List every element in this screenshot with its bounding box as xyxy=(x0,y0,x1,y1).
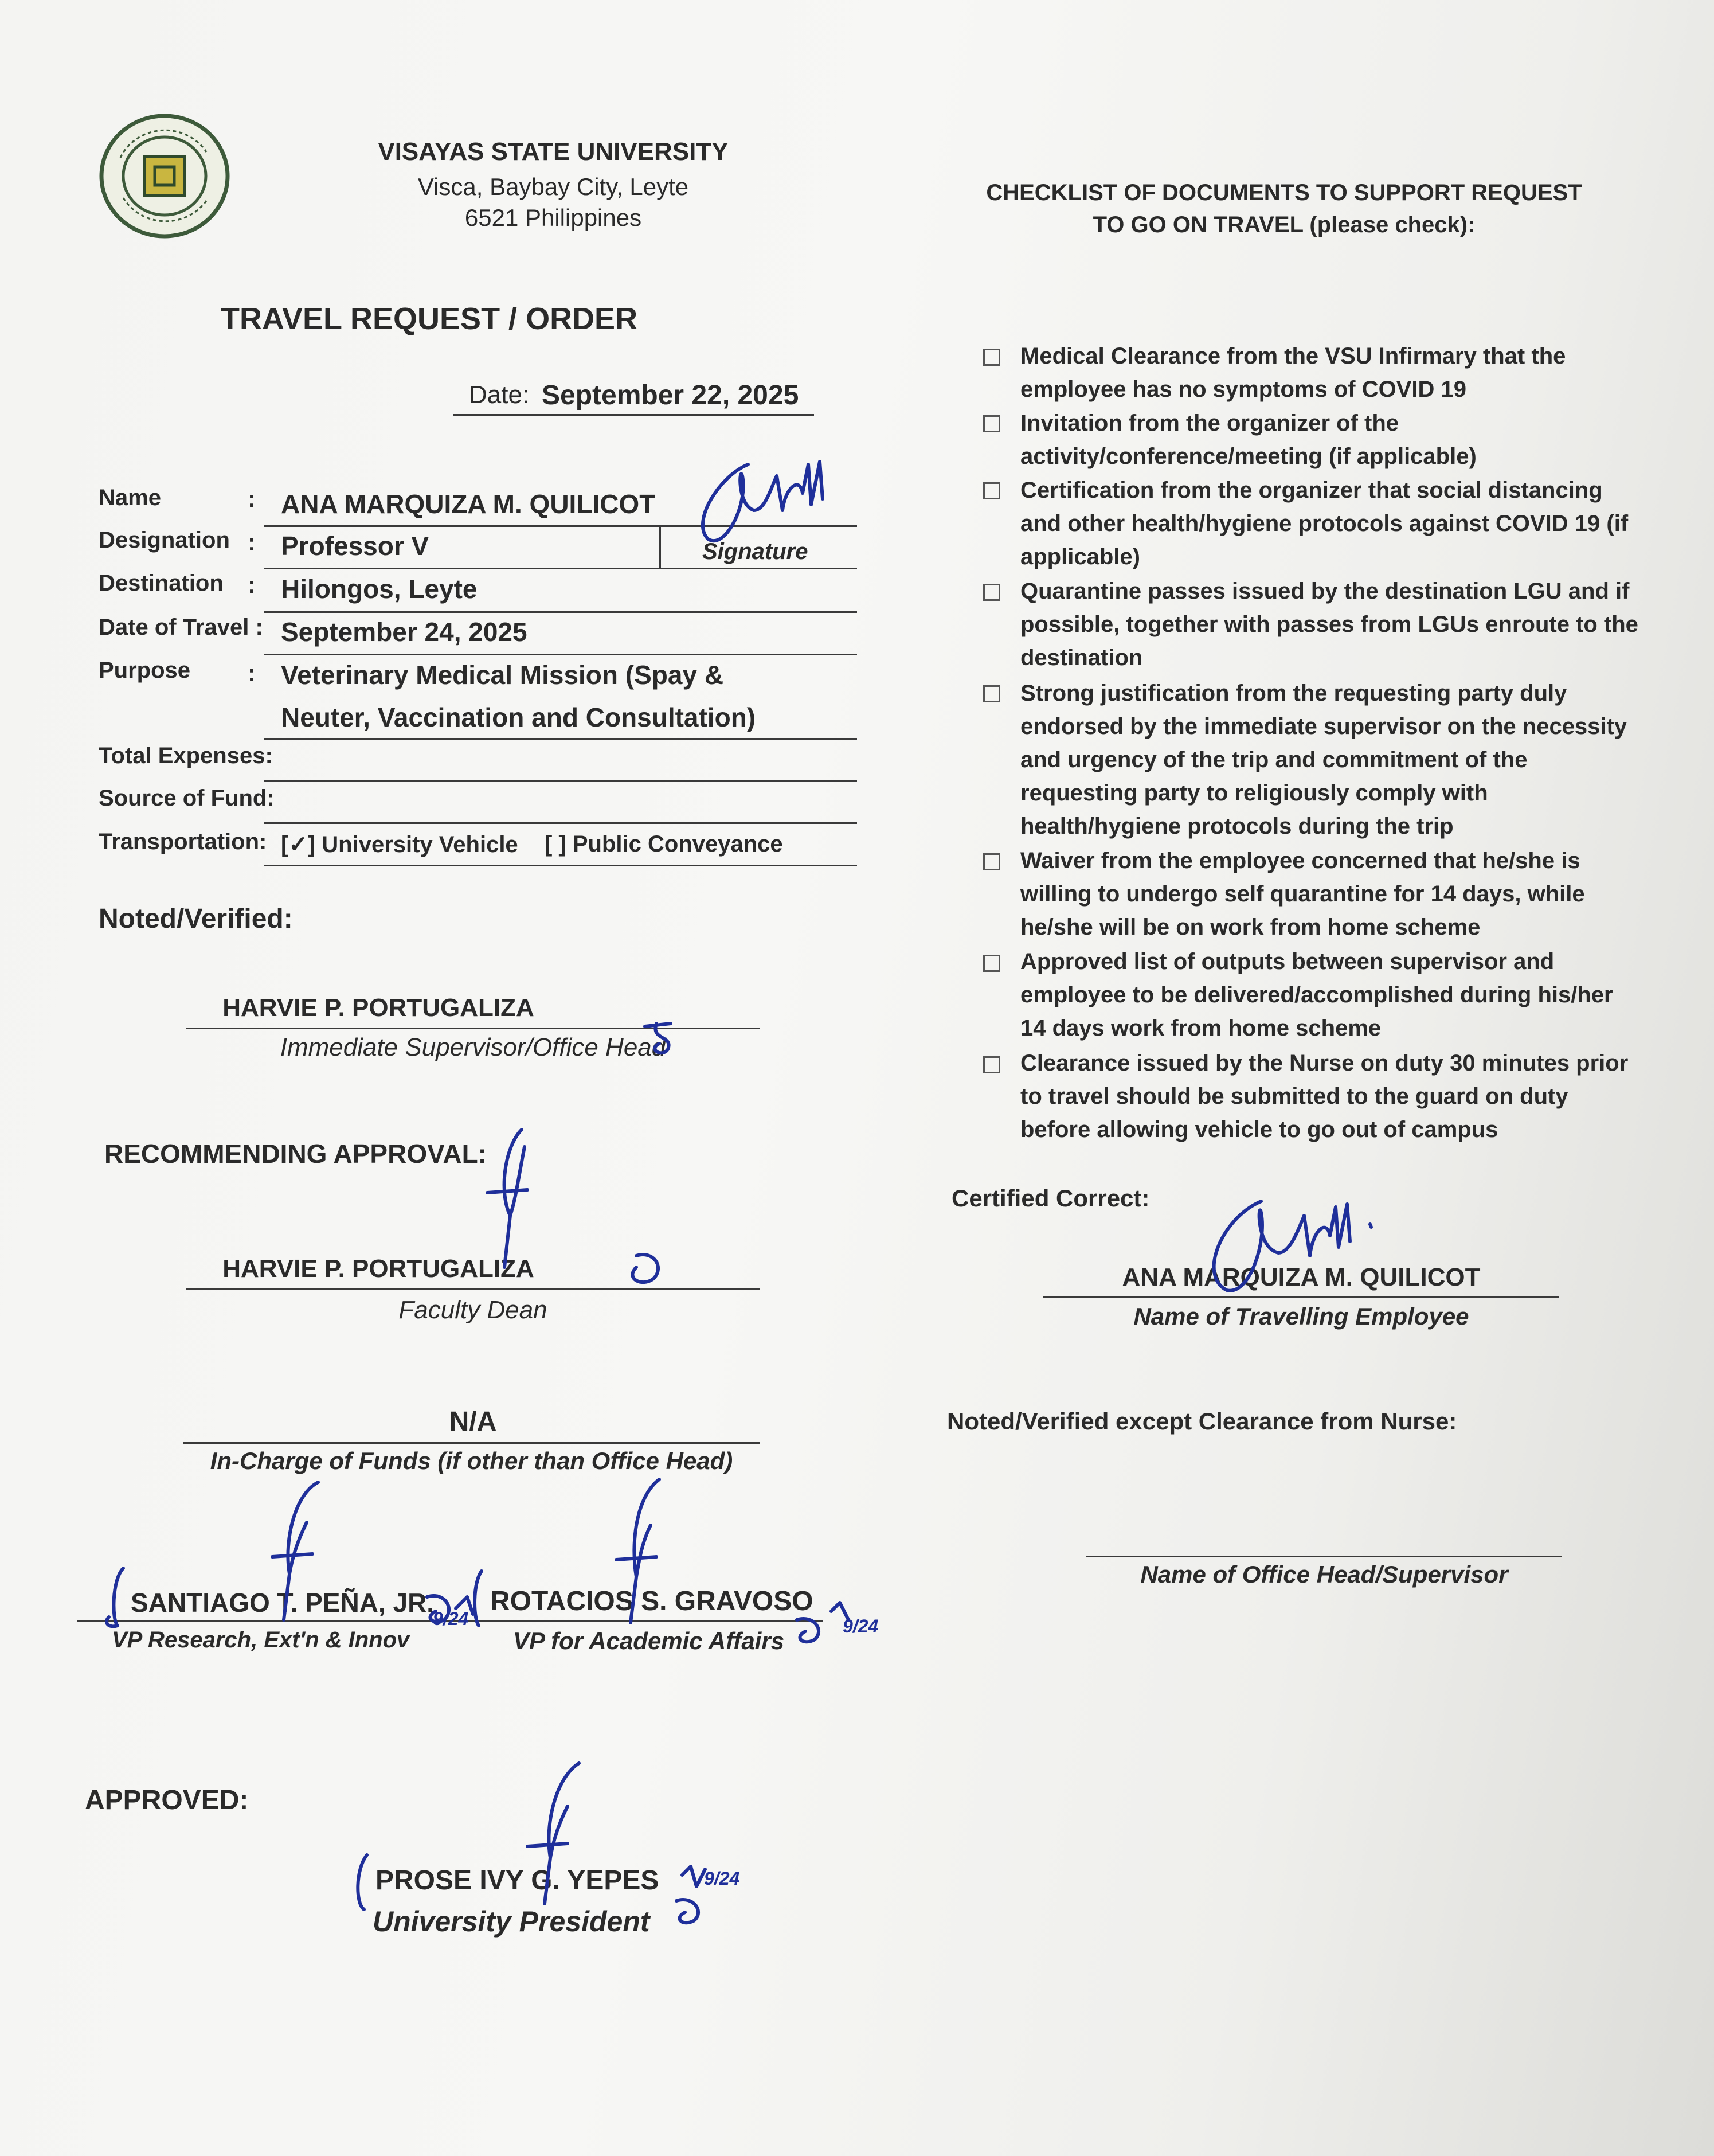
applicant-signature xyxy=(685,453,828,550)
total-expenses-underline xyxy=(264,780,857,782)
date-of-travel-value: September 24, 2025 xyxy=(281,617,527,647)
dean-title: Faculty Dean xyxy=(398,1296,547,1324)
president-date-annotation: 9/24 xyxy=(704,1868,740,1889)
name-value: ANA MARQUIZA M. QUILICOT xyxy=(281,489,656,519)
source-of-fund-label: Source of Fund: xyxy=(99,786,275,811)
funds-name: N/A xyxy=(449,1407,497,1437)
checklist-item-5: Strong justification from the requesting party duly endorsed by the immediate supervisor on the necessity and urgency of the trip and commitment of the requesting party to religiously comply with health/hygiene protocols during the trip xyxy=(1020,681,1627,839)
destination-label: Destination xyxy=(99,571,224,596)
checklist-item-3: Certification from the organizer that social distancing and other health/hygiene protocols against COVID 19 (if applicable) xyxy=(1020,478,1629,569)
designation-label: Designation xyxy=(99,528,230,553)
transport-university-vehicle: [✓] University Vehicle xyxy=(281,832,518,857)
total-expenses-label: Total Expenses: xyxy=(99,743,273,768)
vp2-date-annotation: 9/24 xyxy=(843,1616,879,1636)
recommending-approval-label: RECOMMENDING APPROVAL: xyxy=(104,1139,487,1169)
noted-verified-label: Noted/Verified: xyxy=(99,904,293,934)
checklist-box-4[interactable] xyxy=(983,584,1000,601)
vp1-name: SANTIAGO T. PEÑA, JR. xyxy=(131,1588,435,1618)
university-seal xyxy=(97,112,232,241)
certified-correct-label: Certified Correct: xyxy=(952,1185,1150,1212)
office-head-line xyxy=(1086,1556,1562,1557)
designation-divider xyxy=(659,526,661,568)
address-line-1: Visca, Baybay City, Leyte xyxy=(417,173,689,200)
checklist-title-line-1: CHECKLIST OF DOCUMENTS TO SUPPORT REQUEST xyxy=(986,180,1582,205)
office-head-title: Name of Office Head/Supervisor xyxy=(1140,1561,1508,1588)
checklist-box-6[interactable] xyxy=(983,853,1000,870)
checklist-box-2[interactable] xyxy=(983,415,1000,432)
transportation-label: Transportation: xyxy=(99,829,267,854)
designation-colon: : xyxy=(248,529,256,556)
designation-underline xyxy=(264,568,857,569)
checklist-item-4: Quarantine passes issued by the destination LGU and if possible, together with passes from LGUs enroute to the destination xyxy=(1020,579,1638,670)
employee-title: Name of Travelling Employee xyxy=(1133,1303,1469,1330)
checklist-item-1: Medical Clearance from the VSU Infirmary that the employee has no symptoms of COVID 19 xyxy=(1020,343,1566,402)
president-title: University President xyxy=(373,1905,650,1938)
vp1-date-annotation: 9/24 xyxy=(433,1608,469,1629)
vp2-title: VP for Academic Affairs xyxy=(513,1627,785,1654)
address-line-2: 6521 Philippines xyxy=(464,204,642,231)
funds-title: In-Charge of Funds (if other than Office Head) xyxy=(210,1447,733,1474)
purpose-line-2: Neuter, Vaccination and Consultation) xyxy=(281,702,756,732)
dean-name: HARVIE P. PORTUGALIZA xyxy=(222,1255,534,1283)
purpose-line-1: Veterinary Medical Mission (Spay & xyxy=(281,660,724,690)
signature-label: Signature xyxy=(702,539,808,564)
source-of-fund-underline xyxy=(264,822,857,824)
checklist-box-3[interactable] xyxy=(983,482,1000,499)
date-underline xyxy=(453,414,814,416)
transport-public-conveyance: [ ] Public Conveyance xyxy=(545,831,783,857)
vp2-signature xyxy=(470,1474,871,1657)
transportation-underline xyxy=(264,865,857,866)
university-name: VISAYAS STATE UNIVERSITY xyxy=(378,138,729,166)
date-value: September 22, 2025 xyxy=(542,380,799,411)
checklist-item-8: Clearance issued by the Nurse on duty 30 minutes prior to travel should be submitted to the guard on duty before allowing vehicle to go out of campus xyxy=(1020,1050,1629,1142)
purpose-underline xyxy=(264,738,857,740)
checklist-item-6: Waiver from the employee concerned that he/she is willing to undergo self quarantine for 14 days, while he/she will be on work from home scheme xyxy=(1020,848,1585,940)
destination-colon: : xyxy=(248,571,256,598)
approved-label: APPROVED: xyxy=(85,1785,249,1815)
purpose-colon: : xyxy=(248,659,256,686)
supervisor-title: Immediate Supervisor/Office Head xyxy=(280,1033,666,1061)
dean-signature xyxy=(470,1124,688,1313)
date-of-travel-label: Date of Travel : xyxy=(99,615,263,640)
checklist-box-7[interactable] xyxy=(983,955,1000,972)
purpose-label: Purpose xyxy=(99,658,191,683)
checklist-box-8[interactable] xyxy=(983,1056,1000,1073)
checklist-item-2: Invitation from the organizer of the activity/conference/meeting (if applicable) xyxy=(1020,411,1477,469)
supervisor-name: HARVIE P. PORTUGALIZA xyxy=(222,994,534,1022)
employee-name: ANA MARQUIZA M. QUILICOT xyxy=(1122,1263,1481,1291)
employee-signature xyxy=(1198,1190,1416,1299)
checklist-title-line-2: TO GO ON TRAVEL (please check): xyxy=(1093,212,1476,237)
form-title: TRAVEL REQUEST / ORDER xyxy=(221,302,638,336)
date-of-travel-underline xyxy=(264,654,857,655)
name-colon: : xyxy=(248,485,256,512)
checklist-box-5[interactable] xyxy=(983,685,1000,702)
checklist-box-1[interactable] xyxy=(983,349,1000,366)
funds-line xyxy=(183,1442,760,1444)
president-signature xyxy=(350,1755,739,1938)
noted-except-label: Noted/Verified except Clearance from Nurse: xyxy=(947,1408,1457,1435)
president-name: PROSE IVY G. YEPES xyxy=(375,1865,659,1896)
date-label: Date: xyxy=(469,381,530,409)
vp1-title: VP Research, Ext'n & Innov xyxy=(112,1627,410,1653)
destination-value: Hilongos, Leyte xyxy=(281,574,478,604)
checklist-item-7: Approved list of outputs between supervisor and employee to be delivered/accomplished during his/her 14 days work from home scheme xyxy=(1020,949,1613,1041)
destination-underline xyxy=(264,611,857,613)
vp2-name: ROTACIOS S. GRAVOSO xyxy=(490,1586,813,1616)
name-label: Name xyxy=(99,485,161,510)
designation-value: Professor V xyxy=(281,531,429,561)
supervisor-initials xyxy=(639,1018,691,1058)
